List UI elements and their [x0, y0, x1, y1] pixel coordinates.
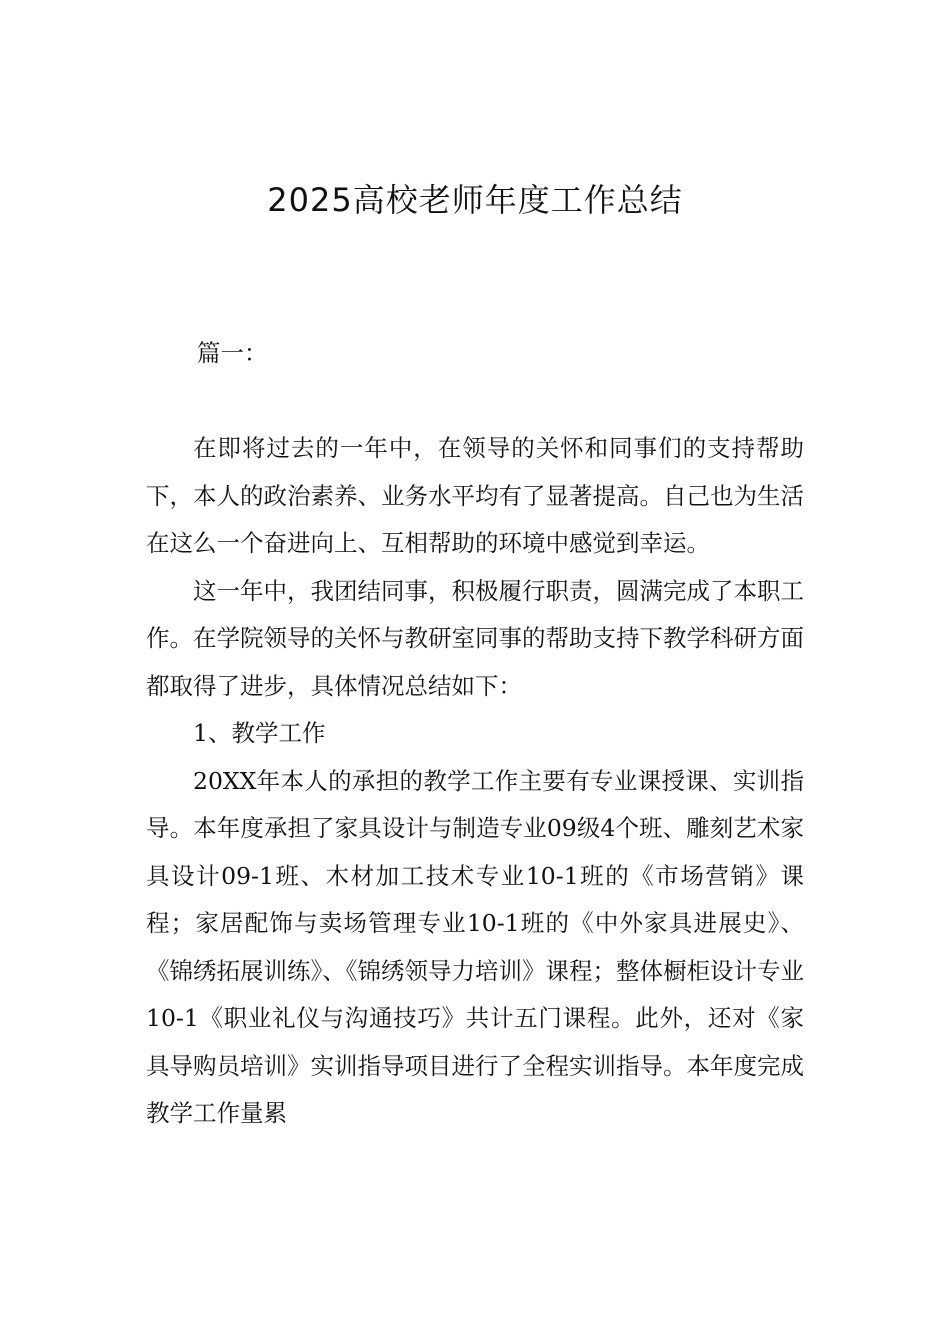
- paragraph-overview: 这一年中，我团结同事，积极履行职责，圆满完成了本职工作。在学院领导的关怀与教研室同事的帮助支持下教学科研方面都取得了进步，具体情况总结如下：: [146, 576, 804, 700]
- paragraph-intro: 在即将过去的一年中，在领导的关怀和同事们的支持帮助下，本人的政治素养、业务水平均有了显著提高。自己也为生活在这么一个奋进向上、互相帮助的环境中感觉到幸运。: [146, 434, 804, 557]
- document-body: [146, 425, 804, 1138]
- document-title: 2025高校老师年度工作总结: [267, 181, 683, 219]
- heading-teaching-work: 1、教学工作: [193, 719, 326, 747]
- section-label: 篇一：: [197, 339, 268, 367]
- paragraph-teaching-details: 20XX年本人的承担的教学工作主要有专业课授课、实训指导。本年度承担了家具设计与制造专业09级4个班、雕刻艺术家具设计09-1班、木材加工技术专业10-1班的《市场营销》课程；家居配饰与卖场管理专业10-1班的《中外家具进展史》、《锦绣拓展训练》、《锦绣领导力培训》课程；整体橱柜设计专业10-1《职业礼仪与沟通技巧》共计五门课程。此外，还对《家具导购员培训》实训指导项目进行了全程实训指导。本年度完成教学工作量累: [146, 766, 804, 1127]
